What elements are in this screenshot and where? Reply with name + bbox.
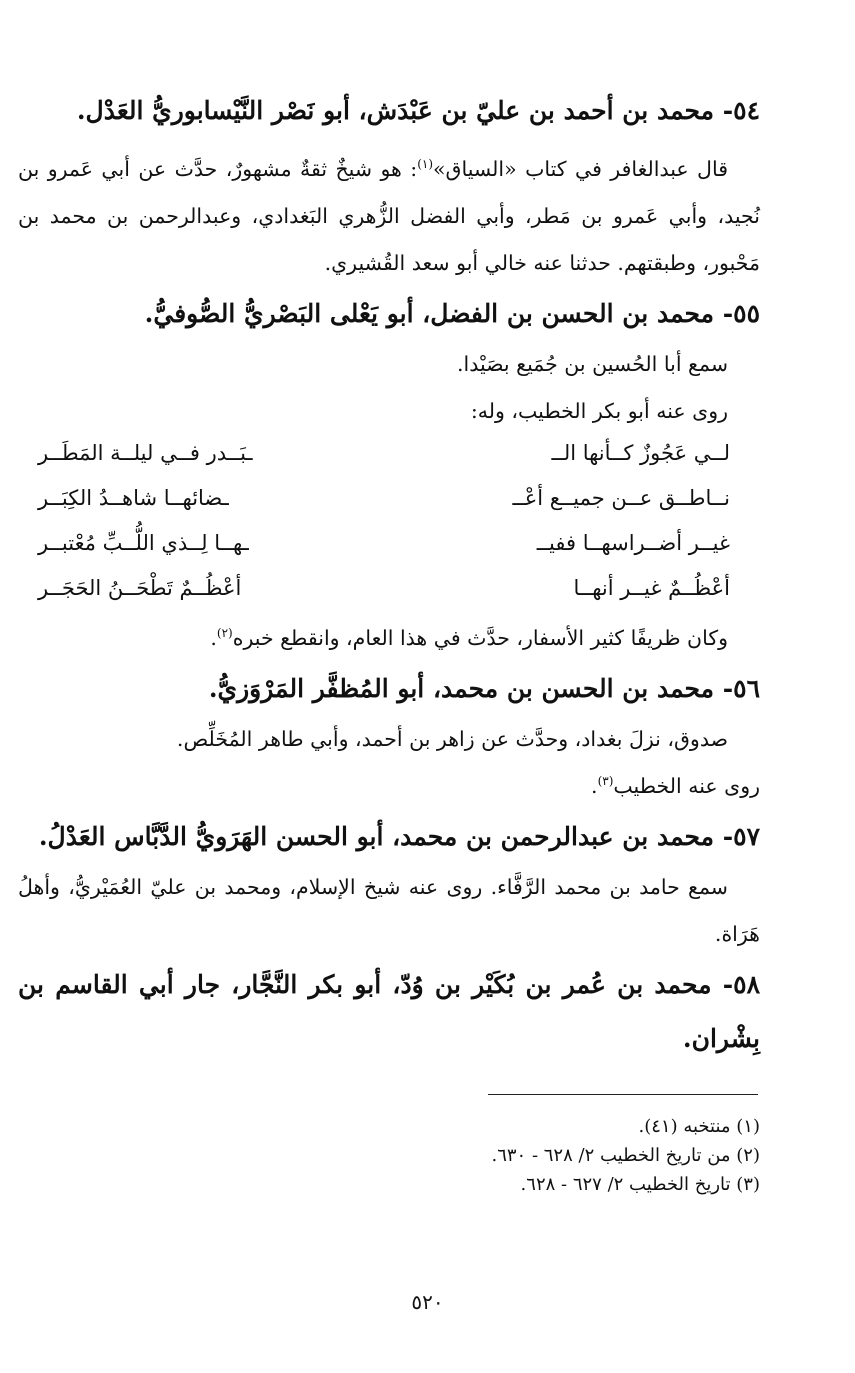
footnote-ref: (٢): [216, 626, 233, 641]
verse-second-hemistich: ـضائهــا شاهــدُ الكِبَــر: [38, 486, 229, 510]
paragraph-text: روى عنه الخطيب: [613, 774, 760, 798]
entry-paragraph: روى عنه أبو بكر الخطيب، وله:: [470, 399, 728, 423]
entry-title-54: ٥٤- محمد بن أحمد بن عليّ بن عَبْدَش، أبو نَصْر النَّيْسابوريُّ العَدْل.: [76, 96, 760, 125]
footnote-ref: (١): [417, 157, 434, 172]
entry-paragraph: صدوق، نزلَ بغداد، وحدَّث عن زاهر بن أحمد، وأبي طاهر المُخَلِّص.: [176, 727, 728, 751]
paragraph-end: .: [591, 774, 598, 798]
verse-first-hemistich: أعْظُــمٌ غيــر أنهــا: [573, 576, 730, 600]
verse-line: [18, 570, 760, 615]
entry-paragraph: [18, 146, 760, 287]
paragraph-text: وكان ظريفًا كثير الأسفار، حدَّث في هذا العام، وانقطع خبره: [232, 626, 728, 650]
paragraph-end: .: [210, 626, 217, 650]
footnote-ref: (٣): [597, 774, 614, 789]
paragraph-text: : هو شيخٌ ثقةٌ مشهورٌ، حدَّث عن أبي عَمرو بن نُجيد، وأبي عَمرو بن مَطر، وأبي الفضل الزُّهري البَغدادي، وعبدالرحمن بن محمد بن مَحْبور، وطبقتهم. حدثنا عنه خالي أبو سعد القُشيري.: [18, 157, 760, 275]
verse-line: [18, 525, 760, 570]
verse-first-hemistich: لــي عَجُوزٌ كــأنها الــ: [551, 441, 730, 465]
footnote: (٢) من تاريخ الخطيب ٢/ ٦٢٨ - ٦٣٠.: [491, 1145, 760, 1166]
verse-first-hemistich: غيــر أضــراسهــا ففيــ: [536, 531, 730, 555]
paragraph-text: قال عبدالغافر في كتاب «السياق»: [433, 157, 729, 181]
footnote: (١) منتخبه (٤١).: [638, 1116, 760, 1137]
page-body: [18, 84, 760, 1066]
entry-title-58: ٥٨- محمد بن عُمر بن بُكَيْر بن وُدّ، أبو بكر النَّجَّار، جار أبي القاسم بن بِشْران.: [18, 970, 760, 1053]
verse-second-hemistich: ـهــا لِــذي اللُّــبِّ مُعْتبــر: [38, 531, 249, 555]
verse-first-hemistich: نــاطــق عــن جميــع أعْــ: [512, 486, 730, 510]
entry-paragraph: سمع حامد بن محمد الرَّفَّاء. روى عنه شيخ الإسلام، ومحمد بن عليّ العُمَيْريُّ، وأهلُ هَرَاة.: [18, 875, 760, 946]
verse-second-hemistich: أعْظُــمٌ تَطْحَــنُ الحَجَــر: [38, 576, 242, 600]
entry-title-57: ٥٧- محمد بن عبدالرحمن بن محمد، أبو الحسن الهَرَويُّ الدَّبَّاس العَدْلُ.: [38, 822, 760, 851]
verse-line: [18, 480, 760, 525]
verse-line: [18, 435, 760, 480]
footnotes: [100, 1112, 760, 1199]
entry-paragraph: [18, 615, 760, 662]
entry-title-56: ٥٦- محمد بن الحسن بن محمد، أبو المُظفَّر المَرْوَزيُّ.: [208, 674, 760, 703]
footnote: (٣) تاريخ الخطيب ٢/ ٦٢٧ - ٦٢٨.: [520, 1174, 760, 1195]
page-number: ٥٢٠: [411, 1290, 444, 1314]
footnote-separator: [488, 1094, 758, 1095]
entry-paragraph: سمع أبا الحُسين بن جُمَيع بصَيْدا.: [457, 352, 728, 376]
entry-title-55: ٥٥- محمد بن الحسن بن الفضل، أبو يَعْلى البَصْريُّ الصُّوفيُّ.: [144, 299, 760, 328]
poem: [18, 435, 760, 615]
entry-paragraph: [18, 763, 760, 810]
verse-second-hemistich: ـبَــدر فــي ليلــة المَطَــر: [38, 441, 253, 465]
